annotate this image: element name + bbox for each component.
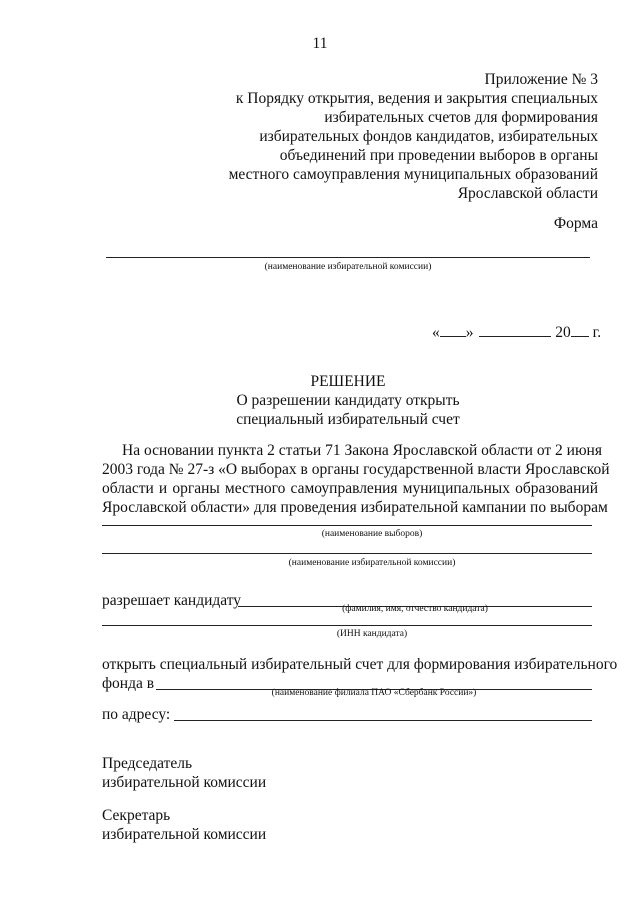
date-close-quote: »: [465, 324, 474, 341]
address-label: по адресу:: [102, 706, 171, 723]
date-year-prefix: 20: [555, 324, 571, 341]
candidate-name-caption: (фамилия, имя, отчество кандидата): [342, 604, 488, 614]
decision-subtitle-line: специальный избирательный счет: [236, 411, 460, 428]
secretary-title: Секретарь: [102, 807, 171, 824]
address-line[interactable]: [174, 720, 592, 721]
date-day-blank[interactable]: [440, 336, 466, 337]
chairman-org: избирательной комиссии: [102, 774, 267, 791]
appendix-line: к Порядку открытия, ведения и закрытия специальных: [235, 90, 598, 107]
appendix-line: избирательных счетов для формирования: [324, 109, 598, 126]
appendix-line: местного самоуправления муниципальных образований: [228, 166, 598, 183]
appendix-line: объединений при проведении выборов в органы: [279, 147, 598, 164]
date-month-blank[interactable]: [479, 336, 551, 337]
inn-line[interactable]: [102, 625, 592, 626]
decision-subtitle-line: О разрешении кандидату открыть: [236, 392, 460, 409]
body-line: области и органы местного самоуправления муниципальных образований: [102, 480, 598, 497]
bank-branch-caption: (наименование филиала ПАО «Сбербанк России»): [271, 688, 477, 698]
appendix-line: избирательных фондов кандидатов, избирательных: [259, 128, 598, 145]
commission-name-caption: (наименование избирательной комиссии): [264, 262, 432, 272]
decision-title: РЕШЕНИЕ: [310, 373, 386, 390]
inn-caption: (ИНН кандидата): [336, 629, 408, 639]
body-line: 2003 года № 27-з «О выборах в органы государственной власти Ярославской: [102, 461, 610, 478]
commission-name-line[interactable]: [106, 257, 590, 258]
secretary-org: избирательной комиссии: [102, 826, 267, 843]
form-label: Форма: [553, 215, 598, 232]
elections-caption: (наименование выборов): [321, 529, 423, 539]
open-account-text: открыть специальный избирательный счет для формирования избирательного: [102, 656, 618, 673]
commission-caption-2: (наименование избирательной комиссии): [288, 558, 456, 568]
elections-name-line[interactable]: [102, 525, 592, 526]
commission-name-line-2[interactable]: [102, 553, 592, 554]
date-field[interactable]: [432, 323, 601, 342]
appendix-line: Ярославской области: [457, 185, 598, 202]
fund-in-text: фонда в: [102, 675, 155, 692]
body-line: На основании пункта 2 статьи 71 Закона Ярославской области от 2 июня: [122, 442, 602, 459]
permits-candidate-text: разрешает кандидату: [102, 592, 242, 609]
body-line: Ярославской области» для проведения избирательной кампании по выборам: [102, 499, 608, 516]
date-year-suffix: г.: [592, 324, 602, 341]
date-open-quote: «: [432, 324, 440, 341]
page-number: 11: [312, 35, 328, 52]
chairman-title: Председатель: [102, 755, 193, 772]
appendix-title: Приложение № 3: [484, 71, 598, 88]
date-year-blank[interactable]: [571, 336, 589, 337]
